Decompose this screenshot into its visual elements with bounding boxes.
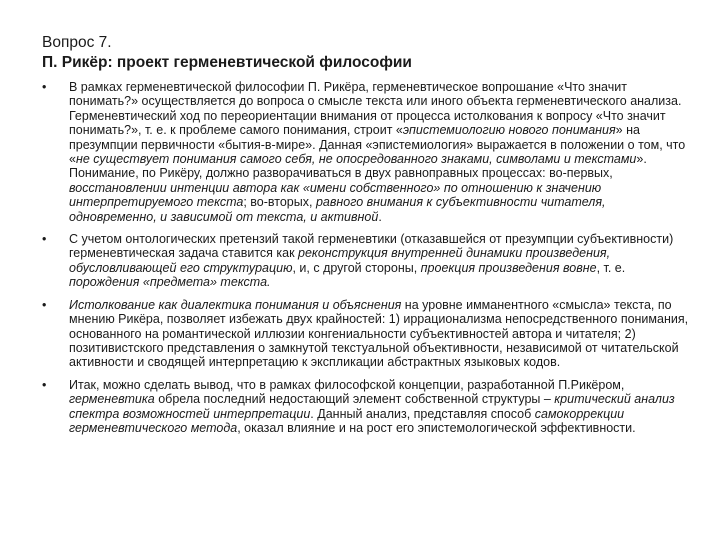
bullet-marker: • (42, 377, 47, 392)
title-block (42, 33, 682, 73)
bullet-marker: • (42, 297, 47, 312)
bullet-marker: • (42, 232, 47, 247)
bullet-text: Итак, можно сделать вывод, что в рамках философской концепции, разработанной П.Рикёром, герменевтика обрела последний недостающий элемент собственной структуры – критический анализ спектра возможностей интерпретации. Данный анализ, представляя способ самокоррекции герменевтического метода, оказал влияние и на рост его эпистемологической эффективности. (69, 377, 675, 435)
bullet-marker: • (42, 80, 47, 94)
bullet-item (42, 378, 692, 436)
bullet-text: В рамках герменевтической философии П. Рикёра, герменевтическое вопрошание «Что значит понимать?» осуществляется до вопроса о смысле текста или иного объекта герменевтического анализа. Герменевтический ход по переориентации внимания от процесса истолкования к вопросу «Что значит понимать?», т. е. к проблеме самого понимания, строит «эпистемиологию нового понимания» на презумпции первичности «бытия-в-мире». Данная «эпистемиология» выражается в положении о том, что «не существует понимания самого себя, не опосредованного знаками, символами и текстами». Понимание, по Рикёру, должно разворачиваться в двух равноправных процессах: во-первых, восстановлении интенции автора как «имени собственного» по отношению к значению интерпретируемого текста; во-вторых, равного внимания к субъективности читателя, одновременно, и зависимой от текста, и активной. (69, 80, 686, 224)
question-number: Вопрос 7. (42, 34, 112, 51)
bullet-text: С учетом онтологических претензий такой герменевтики (отказавшейся от презумпции субъективности) герменевтическая задача ставится как реконструкция внутренней динамики произведения, обусловливающей его структурацию, и, с другой стороны, проекция произведения вовне, т. е. порождения «предмета» текста. (69, 232, 674, 290)
bullet-item (42, 232, 692, 290)
bullet-item (42, 298, 692, 370)
bullet-text: Истолкование как диалектика понимания и объяснения на уровне имманентного «смысла» текста, по мнению Рикёра, позволяет избежать двух крайностей: 1) иррационализма непосредственного понимания, основанного на романтической иллюзии конгениальности субъективностей автора и читателя; 2) позитивистского представления о замкнутой текстуальной объективности, независимой от читательской активности и сводящей интерпретацию к экспликации абстрактных языковых кодов. (69, 297, 689, 370)
bullet-list (42, 80, 692, 443)
slide-title: П. Рикёр: проект герменевтической философии (42, 54, 412, 71)
bullet-item (42, 80, 692, 224)
